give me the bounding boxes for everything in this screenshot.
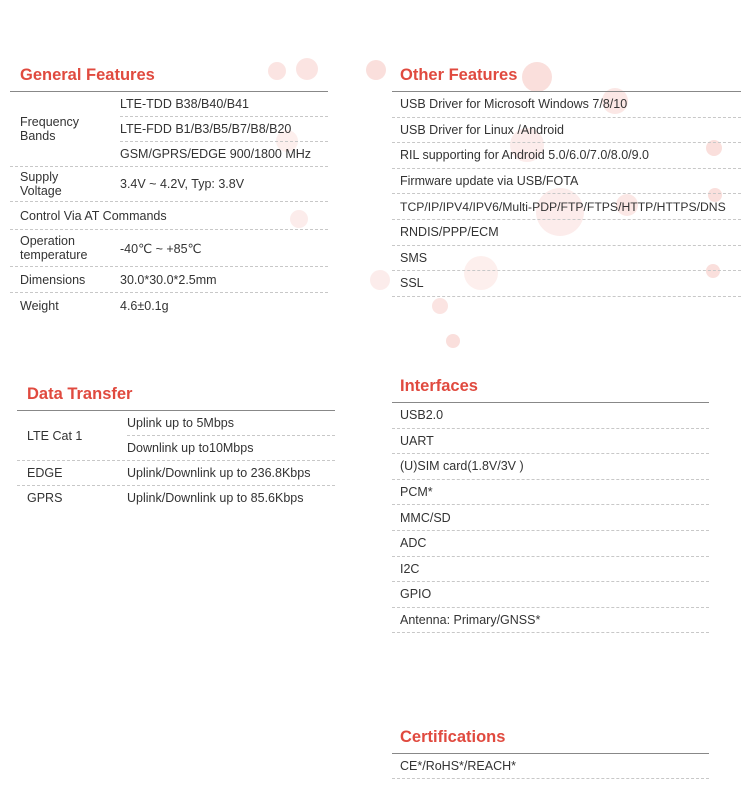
list-item: ADC	[392, 531, 709, 557]
list-item: TCP/IP/IPV4/IPV6/Multi-PDP/FTP/FTPS/HTTP/HTTPS/DNS	[392, 194, 741, 220]
general-features-section	[10, 66, 328, 318]
control-text: Control Via AT Commands	[20, 208, 167, 223]
list-item: SSL	[392, 271, 741, 297]
dimensions-label: Dimensions	[20, 272, 86, 287]
list-item: SMS	[392, 246, 741, 272]
list-item: (U)SIM card(1.8V/3V )	[392, 454, 709, 480]
weight-row	[10, 293, 328, 318]
section-title: Interfaces	[400, 377, 478, 395]
dimensions-row	[10, 267, 328, 293]
edge-row	[17, 461, 335, 486]
data-transfer-section	[17, 385, 335, 510]
supply-row	[10, 167, 328, 202]
interfaces-section	[392, 377, 709, 633]
list-item: UART	[392, 429, 709, 455]
list-item: I2C	[392, 557, 709, 583]
weight-value: 4.6±0.1g	[120, 298, 169, 313]
list-item: GPIO	[392, 582, 709, 608]
list-item: MMC/SD	[392, 505, 709, 531]
list-item: CE*/RoHS*/REACH*	[392, 754, 709, 779]
lte-row	[17, 411, 335, 461]
gprs-value: Uplink/Downlink up to 85.6Kbps	[127, 491, 304, 505]
control-row	[10, 202, 328, 230]
section-title: Certifications	[400, 728, 506, 746]
temperature-value: -40℃ ~ +85℃	[120, 241, 202, 256]
gprs-label: GPRS	[27, 491, 63, 505]
edge-value: Uplink/Downlink up to 236.8Kbps	[127, 466, 311, 480]
decorative-dot	[432, 298, 448, 314]
list-item: PCM*	[392, 480, 709, 506]
supply-label: Supply Voltage	[20, 170, 62, 198]
lte-downlink: Downlink up to10Mbps	[127, 441, 254, 455]
section-title: Data Transfer	[27, 385, 133, 403]
temperature-row	[10, 230, 328, 267]
certifications-section	[392, 728, 709, 779]
dimensions-value: 30.0*30.0*2.5mm	[120, 272, 217, 287]
frequency-value: GSM/GPRS/EDGE 900/1800 MHz	[120, 147, 312, 161]
lte-label: LTE Cat 1	[27, 428, 83, 443]
decorative-dot	[370, 270, 390, 290]
list-item: USB Driver for Microsoft Windows 7/8/10	[392, 92, 741, 118]
frequency-label: Frequency Bands	[20, 115, 80, 143]
section-title: Other Features	[400, 66, 518, 84]
supply-value: 3.4V ~ 4.2V, Typ: 3.8V	[120, 177, 245, 191]
section-title: General Features	[20, 66, 155, 84]
list-item: RIL supporting for Android 5.0/6.0/7.0/8.0/9.0	[392, 143, 741, 169]
edge-label: EDGE	[27, 466, 63, 480]
frequency-value: LTE-TDD B38/B40/B41	[120, 92, 328, 117]
temperature-label: Operation temperature	[20, 234, 88, 262]
frequency-row	[10, 92, 328, 167]
lte-values	[127, 411, 335, 460]
other-features-section	[392, 66, 741, 297]
frequency-value: LTE-FDD B1/B3/B5/B7/B8/B20	[120, 117, 328, 142]
weight-label: Weight	[20, 298, 59, 313]
list-item: Firmware update via USB/FOTA	[392, 169, 741, 195]
decorative-dot	[446, 334, 460, 348]
gprs-row	[17, 486, 335, 510]
decorative-dot	[366, 60, 386, 80]
lte-uplink: Uplink up to 5Mbps	[127, 411, 335, 436]
list-item: USB2.0	[392, 403, 709, 429]
frequency-values	[120, 92, 328, 166]
list-item: RNDIS/PPP/ECM	[392, 220, 741, 246]
list-item: Antenna: Primary/GNSS*	[392, 608, 709, 634]
list-item: USB Driver for Linux /Android	[392, 118, 741, 144]
